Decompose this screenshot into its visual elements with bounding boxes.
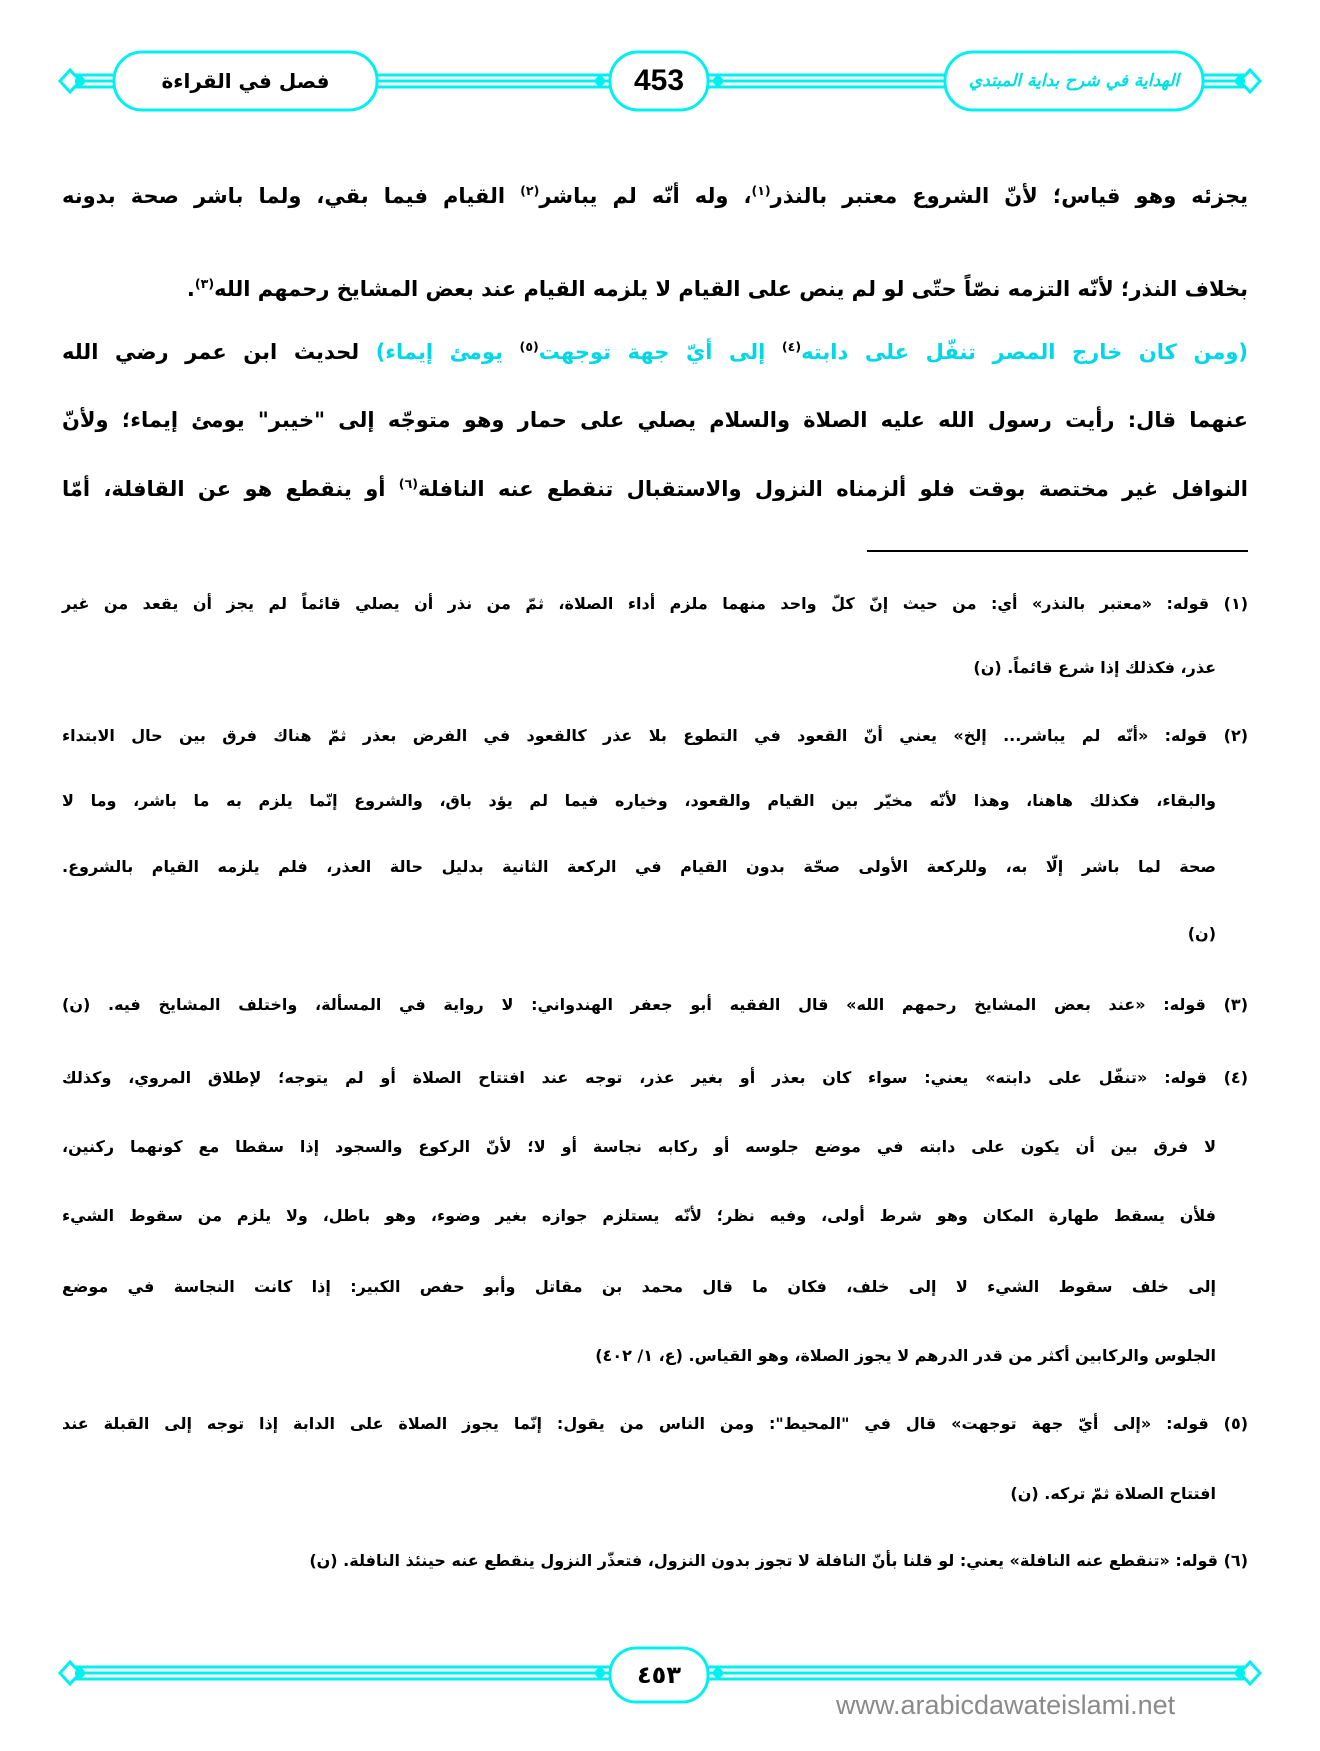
footnote-line bbox=[62, 1122, 1216, 1172]
footnote-line bbox=[62, 579, 1248, 629]
footnote-keyword: «أنّه لم يباشر... إلخ» bbox=[953, 726, 1149, 745]
footnote-marker: (٥) bbox=[519, 339, 539, 354]
text-run: (٢) قوله: bbox=[1148, 726, 1249, 745]
footnote-line bbox=[62, 980, 1248, 1030]
footnote-line bbox=[62, 1399, 1248, 1449]
text-run: لا فرق بين أن يكون على دابته في موضع جلوسه أو ركابه نجاسة أو لا؛ لأنّ الركوع والسجود إذا سقطا مع كونهما ركنين، bbox=[62, 1137, 1216, 1156]
text-run: (٣) قوله: bbox=[1145, 995, 1248, 1014]
text-run: ، وله أنّه لم يباشر bbox=[539, 184, 752, 208]
matn-highlight: يومئ إيماء) bbox=[375, 340, 520, 364]
footnote-keyword: «عند بعض المشايخ رحمهم الله» bbox=[846, 995, 1146, 1014]
text-run: افتتاح الصلاة ثمّ تركه. (ن) bbox=[1010, 1484, 1216, 1503]
text-run: الجلوس والركابين أكثر من قدر الدرهم لا يجوز الصلاة، وهو القياس. (ع، ١/ ٤٠٢) bbox=[595, 1346, 1216, 1365]
text-run: (٥) قوله: bbox=[1151, 1414, 1249, 1433]
footnote-keyword: «إلى أيّ جهة توجهت» bbox=[951, 1414, 1152, 1433]
text-run: النوافل غير مختصة بوقت فلو ألزمناه النزول والاستقبال تنقطع عنه النافلة bbox=[418, 477, 1249, 501]
footnote-keyword: «معتبر بالنذر» bbox=[1031, 594, 1153, 613]
text-run: لحديث ابن عمر رضي الله bbox=[62, 340, 376, 364]
text-run: قال في "المحيط": ومن الناس من يقول: إنّما يجوز الصلاة على الدابة إذا توجه إلى القبلة عند bbox=[62, 1414, 952, 1433]
text-line bbox=[62, 395, 1248, 445]
footnote-marker: (٢) bbox=[520, 183, 540, 198]
text-run: (ن) bbox=[1187, 924, 1216, 943]
text-line bbox=[62, 327, 1248, 377]
footer-page-number: ٤٥٣ bbox=[637, 1661, 681, 1689]
text-run: عنهما قال: رأيت رسول الله عليه الصلاة والسلام يصلي على حمار وهو متوجّه إلى "خيبر" يومئ إيماء؛ ولأنّ bbox=[62, 408, 1248, 432]
text-run: أي: من حيث إنّ كلّ واحد منهما ملزم أداء الصلاة، ثمّ من نذر أن يصلي قائماً لم يجز أن يقعد من غير bbox=[62, 594, 1032, 613]
text-run: يعني: لو قلنا بأنّ النافلة لا تجوز بدون النزول، فتعذّر النزول ينقطع عنه حينئذ النافلة. (ن) bbox=[309, 1551, 1010, 1570]
text-run: (٦) قوله: bbox=[1169, 1551, 1248, 1570]
text-run: يعني أنّ القعود في التطوع بلا عذر كالقعود في الفرض بعذر ثمّ هناك فرق بين حال الابتداء bbox=[62, 726, 954, 745]
footnote-separator bbox=[867, 550, 1248, 552]
footnote-marker: (٤) bbox=[781, 339, 802, 354]
footnote-marker: (٦) bbox=[398, 476, 419, 491]
text-run: أو ينقطع هو عن القافلة، أمّا bbox=[62, 477, 399, 501]
footnote-line bbox=[62, 776, 1216, 826]
text-run: قال الفقيه أبو جعفر الهندواني: لا رواية في المسألة، واختلف المشايخ فيه. (ن) bbox=[62, 995, 847, 1014]
page-number: 453 bbox=[633, 64, 685, 97]
footnote-line bbox=[62, 909, 1216, 959]
footnote-keyword: «تنفّل على دابته» bbox=[985, 1068, 1148, 1087]
matn-highlight: إلى أيّ جهة توجهت bbox=[538, 340, 782, 364]
book-title-logo: الهداية في شرح بداية المبتدي bbox=[968, 71, 1180, 91]
footnote-line bbox=[62, 1191, 1216, 1241]
footnote-line bbox=[62, 1262, 1216, 1312]
text-run: والبقاء، فكذلك هاهنا، وهذا لأنّه مخيّر بين القيام والقعود، وخياره فيما لم يؤد باق، والشروع إنّما يلزم به ما باشر، وما لا bbox=[62, 791, 1216, 810]
footnote-line bbox=[62, 643, 1216, 693]
text-run: القيام فيما بقي، ولما باشر صحة بدونه bbox=[62, 184, 521, 208]
text-run: فلأن يسقط طهارة المكان وهو شرط أولى، وفيه نظر؛ لأنّه يستلزم جوازه بغير وضوء، وهو باطل، ولا يلزم من سقوط الشيء bbox=[62, 1206, 1216, 1225]
text-run: (١) قوله: bbox=[1152, 594, 1249, 613]
text-run: يعني: سواء كان بعذر أو بغير عذر، توجه عند افتتاح الصلاة أو لم يتوجه؛ لإطلاق المروي، وكذلك bbox=[62, 1068, 986, 1087]
text-run: عذر، فكذلك إذا شرع قائماً. (ن) bbox=[973, 658, 1216, 677]
text-line bbox=[62, 171, 1248, 221]
matn-highlight: (ومن كان خارج المصر تنفّل على دابته bbox=[801, 340, 1248, 364]
footnote-line bbox=[62, 1331, 1216, 1381]
footnote-line bbox=[62, 711, 1248, 761]
footnote-line bbox=[62, 1536, 1248, 1586]
text-line bbox=[62, 264, 1248, 314]
text-run: يجزئه وهو قياس؛ لأنّ الشروع معتبر بالنذر bbox=[770, 184, 1248, 208]
section-title: فصل في القراءة bbox=[161, 69, 330, 93]
text-run: بخلاف النذر؛ لأنّه التزمه نصّاً حتّى لو لم ينص على القيام لا يلزمه القيام عند بعض المشايخ رحمهم الله bbox=[214, 277, 1248, 301]
text-line bbox=[62, 464, 1248, 514]
text-run: إلى خلف سقوط الشيء لا إلى خلف، فكان ما قال محمد بن مقاتل وأبو حفص الكبير: إذا كانت النجاسة في موضع bbox=[62, 1277, 1216, 1296]
text-run: (٤) قوله: bbox=[1147, 1068, 1248, 1087]
footnote-line bbox=[62, 842, 1216, 892]
footnote-line bbox=[62, 1053, 1248, 1103]
footnote-line bbox=[62, 1469, 1216, 1519]
footnote-marker: (٣) bbox=[194, 276, 215, 291]
text-run: صحة لما باشر إلّا به، وللركعة الأولى صحّة بدون القيام في الركعة الثانية بدليل حالة العذر، فلم يلزمه القيام بالشروع. bbox=[62, 857, 1216, 876]
website-watermark: www.arabicdawateislami.net bbox=[836, 1690, 1176, 1720]
footnote-keyword: «تنقطع عنه النافلة» bbox=[1009, 1551, 1170, 1570]
text-run: . bbox=[186, 277, 195, 301]
footnote-marker: (١) bbox=[751, 183, 771, 198]
